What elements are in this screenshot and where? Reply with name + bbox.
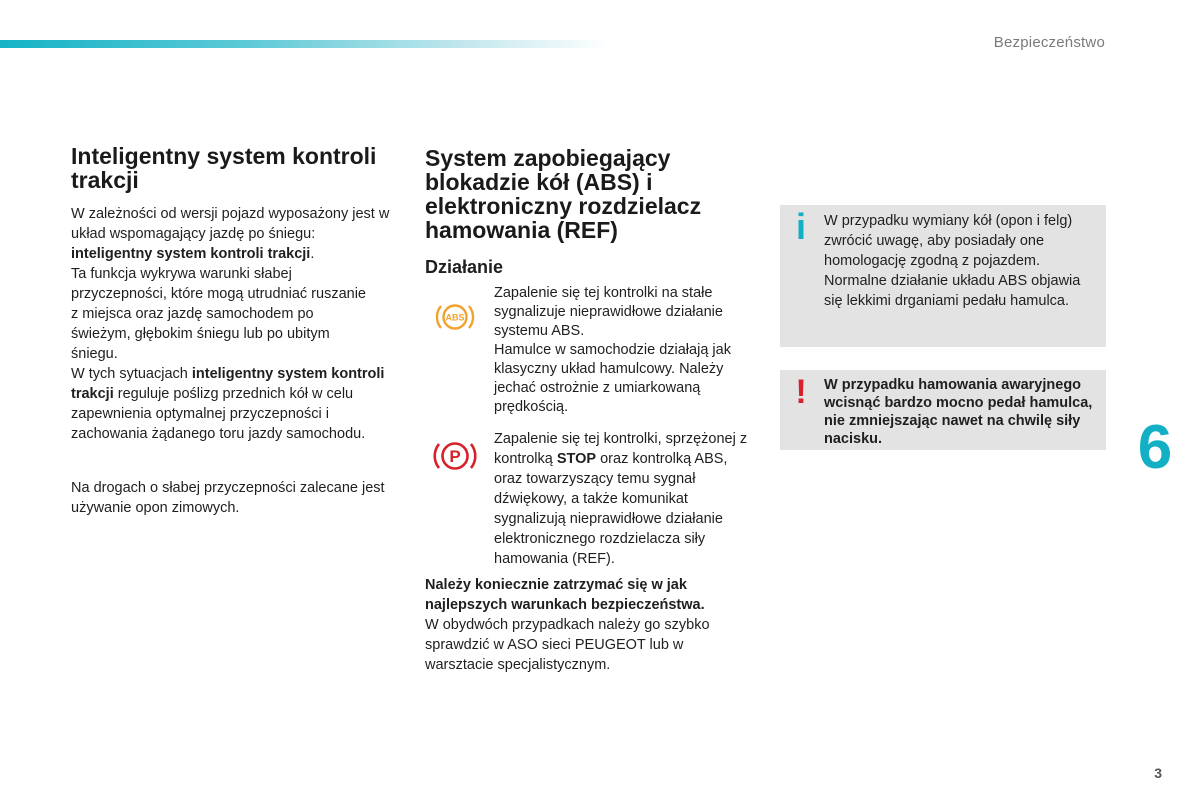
abs-lamp-icon xyxy=(433,297,477,337)
abs-title: System zapobiegający blokadzie kół (ABS) i elektroniczny rozdzielacz hamowania (REF) xyxy=(425,145,702,243)
info-note-box xyxy=(780,205,1106,347)
brake-text: Zapalenie się tej kontrolki, sprzężonej z kontrolką STOP oraz kontrolką ABS, oraz towarzyszący temu sygnał dźwiękowy, a także komunikat sygnalizują nieprawidłowe działanie elektronicznego rozdzielacza siły hamowania (REF). xyxy=(494,431,748,567)
brake-warning-icon xyxy=(425,431,485,481)
traction-paragraph-4: Na drogach o słabej przyczepności zalecane jest używanie opon zimowych. xyxy=(71,480,385,516)
abs-warning-row xyxy=(425,284,760,417)
abs-text-2: Hamulce w samochodzie działają jak klasyczny układ hamulcowy. Należy jechać ostrożnie z umiarkowaną prędkością. xyxy=(494,342,731,415)
parking-brake-lamp-icon xyxy=(429,434,481,478)
exclamation-icon: ! xyxy=(795,373,807,411)
abs-text-1: Zapalenie się tej kontrolki na stałe sygnalizuje nieprawidłowe działanie systemu ABS. xyxy=(494,285,723,339)
traction-control-title: Inteligentny system kontroli trakcji xyxy=(71,143,377,193)
parking-brake-lamp-label: P xyxy=(449,447,461,466)
info-icon: i xyxy=(795,206,806,247)
info-note-text: W przypadku wymiany kół (opon i felg) zwrócić uwagę, aby posiadały one homologację zgodną z pojazdem. Normalne działanie układu ABS objawia się lekkimi drganiami pedału hamulca. xyxy=(824,213,1081,309)
warning-note-text: W przypadku hamowania awaryjnego wcisnąć bardzo mocno pedał hamulca, nie zmniejszając nawet na chwilę siły nacisku. xyxy=(824,377,1093,447)
abs-lamp-label: ABS xyxy=(445,312,465,323)
brake-warning-row xyxy=(425,429,760,569)
abs-subtitle: Działanie xyxy=(425,257,504,277)
abs-section xyxy=(425,144,760,675)
abs-warning-icon xyxy=(425,292,485,342)
section-title: Bezpieczeństwo xyxy=(993,34,1105,51)
header-accent-bar xyxy=(0,40,610,48)
traction-paragraph-2: Ta funkcja wykrywa warunki słabej przyczepności, które mogą utrudniać ruszanie z miejsca oraz jazdę samochodem po świeżym, głębokim śniegu lub po ubitym śniegu. xyxy=(71,266,366,362)
stop-warning-text: Należy koniecznie zatrzymać się w jak najlepszych warunkach bezpieczeństwa. xyxy=(425,577,705,613)
warning-note-box xyxy=(780,370,1106,450)
traction-paragraph-3: W tych sytuacjach inteligentny system kontroli trakcji reguluje poślizg przednich kół w celu zapewnienia optymalnej przyczepności i zachowania żądanego toru jazdy samochodu. xyxy=(71,366,385,442)
service-text: W obydwóch przypadkach należy go szybko sprawdzić w ASO sieci PEUGEOT lub w warsztacie specjalistycznym. xyxy=(425,617,710,673)
page-number: 3 xyxy=(1154,765,1162,781)
traction-paragraph-1: W zależności od wersji pojazd wyposażony jest w układ wspomagający jazdę po śniegu: inteligentny system kontroli trakcji. xyxy=(71,206,390,262)
chapter-number: 6 xyxy=(1137,413,1173,482)
traction-control-section xyxy=(71,144,406,518)
